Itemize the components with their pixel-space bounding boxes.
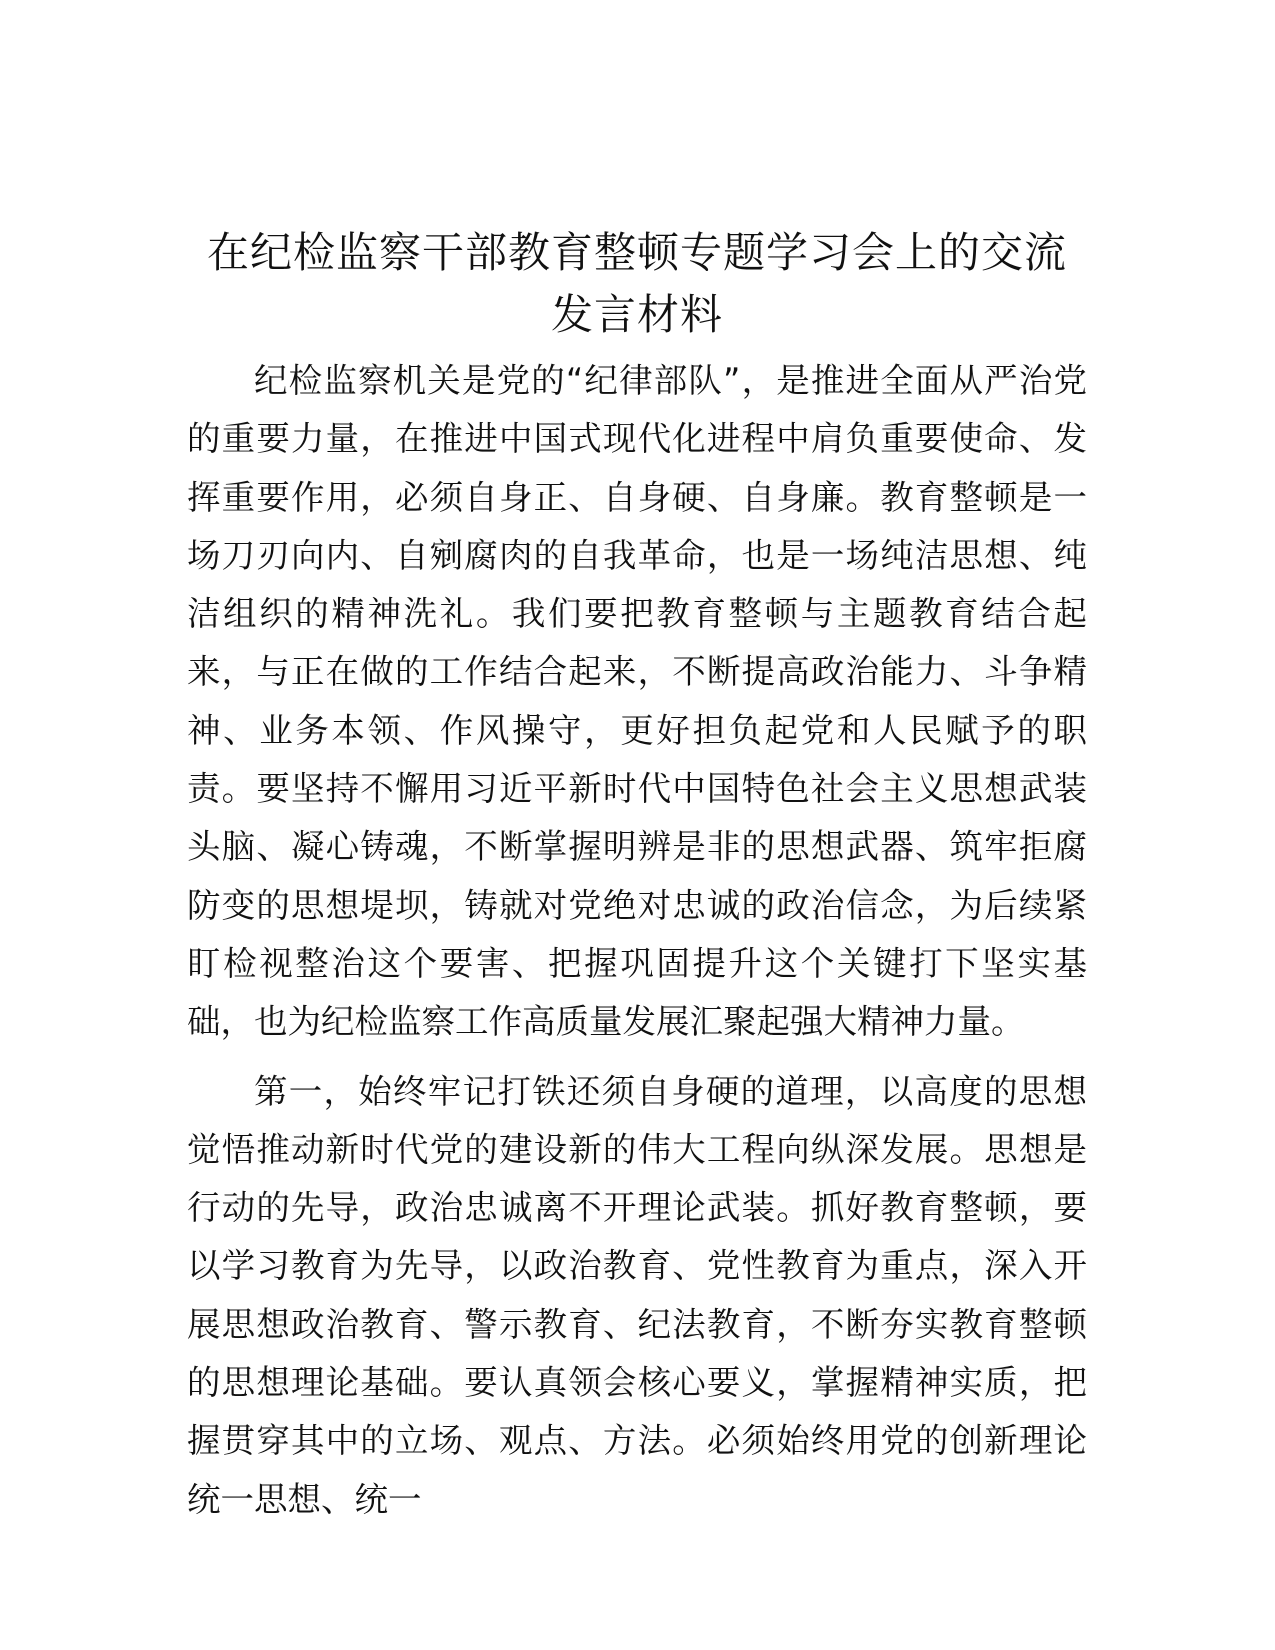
paragraph-first-point: 第一，始终牢记打铁还须自身硬的道理，以高度的思想觉悟推动新时代党的建设新的伟大工程向纵深发展。思想是行动的先导，政治忠诚离不开理论武装。抓好教育整顿，要以学习教育为先导，以政治教育、党性教育为重点，深入开展思想政治教育、警示教育、纪法教育，不断夯实教育整顿的思想理论基础。要认真领会核心要义，掌握精神实质，把握贯穿其中的立场、观点、方法。必须始终用党的创新理论统一思想、统一 xyxy=(187,1071,1087,1519)
title-line-2: 发言材料 xyxy=(550,290,723,339)
document-title xyxy=(187,222,1087,346)
document-page xyxy=(187,222,1087,1529)
title-line-1: 在纪检监察干部教育整顿专题学习会上的交流 xyxy=(206,228,1067,277)
paragraph-intro: 纪检监察机关是党的“纪律部队”，是推进全面从严治党的重要力量，在推进中国式现代化进程中肩负重要使命、发挥重要作用，必须自身正、自身硬、自身廉。教育整顿是一场刀刃向内、自剜腐肉的自我革命，也是一场纯洁思想、纯洁组织的精神洗礼。我们要把教育整顿与主题教育结合起来，与正在做的工作结合起来，不断提高政治能力、斗争精神、业务本领、作风操守，更好担负起党和人民赋予的职责。要坚持不懈用习近平新时代中国特色社会主义思想武装头脑、凝心铸魂，不断掌握明辨是非的思想武器、筑牢拒腐防变的思想堤坝，铸就对党绝对忠诚的政治信念，为后续紧盯检视整治这个要害、把握巩固提升这个关键打下坚实基础，也为纪检监察工作高质量发展汇聚起强大精神力量。 xyxy=(187,361,1087,1042)
